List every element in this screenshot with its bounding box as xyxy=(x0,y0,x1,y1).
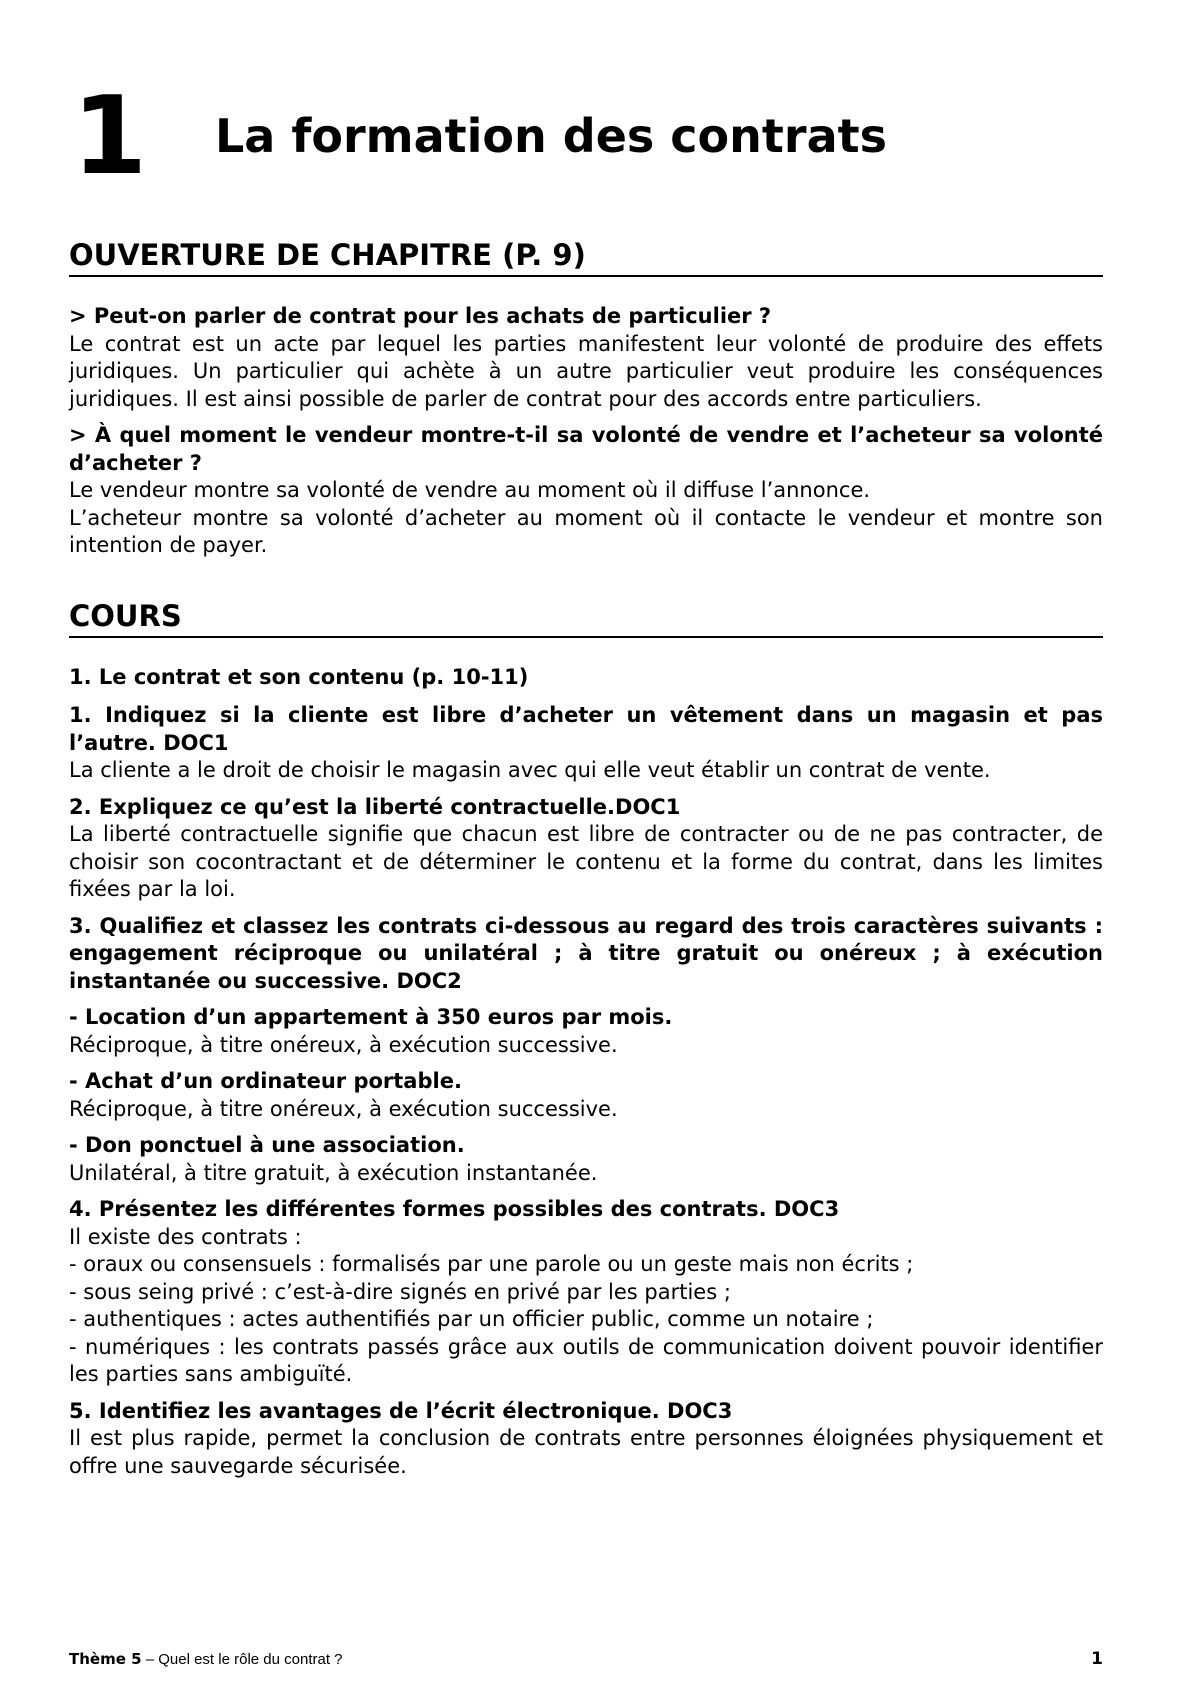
course-answer: Il est plus rapide, permet la conclusion de contrats entre personnes éloignées physiquement et offre une sauvegarde sécurisée. xyxy=(69,1426,1103,1478)
contract-case xyxy=(69,1004,1103,1059)
contract-case xyxy=(69,1068,1103,1123)
course-question: 2. Expliquez ce qu’est la liberté contractuelle.DOC1 xyxy=(69,794,681,819)
contract-case-answer: Réciproque, à titre onéreux, à exécution successive. xyxy=(69,1032,618,1057)
opening-answer: Le contrat est un acte par lequel les parties manifestent leur volonté de produire des effets juridiques. Un particulier qui achète à un autre particulier veut produire les conséquences juridiques. Il est ainsi possible de parler de contrat pour des accords entre particuliers. xyxy=(69,331,1103,411)
course-question-block xyxy=(69,702,1103,785)
chapter-header xyxy=(72,74,1112,199)
page-footer xyxy=(69,1647,1103,1671)
footer-theme-subtitle: Quel est le rôle du contrat ? xyxy=(158,1651,343,1668)
opening-item xyxy=(69,422,1103,560)
page-content xyxy=(69,237,1103,1489)
contract-case-answer: Réciproque, à titre onéreux, à exécution successive. xyxy=(69,1096,618,1121)
form-item: - authentiques : actes authentifiés par un officier public, comme un notaire ; xyxy=(69,1307,874,1331)
contract-case xyxy=(69,1132,1103,1187)
course-answer: La cliente a le droit de choisir le magasin avec qui elle veut établir un contrat de vente. xyxy=(69,758,991,782)
contract-case-label: - Location d’un appartement à 350 euros par mois. xyxy=(69,1005,673,1029)
form-item: - sous seing privé : c’est-à-dire signés en privé par les parties ; xyxy=(69,1279,731,1304)
course-question-block xyxy=(69,1196,1103,1389)
opening-question: > Peut-on parler de contrat pour les achats de particulier ? xyxy=(69,304,772,328)
contract-case-label: - Achat d’un ordinateur portable. xyxy=(69,1069,462,1093)
form-item: - oraux ou consensuels : formalisés par une parole ou un geste mais non écrits ; xyxy=(69,1252,914,1276)
footer-separator: – xyxy=(141,1651,159,1668)
chapter-title: La formation des contrats xyxy=(215,109,887,163)
contract-case-answer: Unilatéral, à titre gratuit, à exécution instantanée. xyxy=(69,1160,598,1185)
course-question: 4. Présentez les différentes formes possibles des contrats. DOC3 xyxy=(69,1197,840,1221)
opening-item xyxy=(69,303,1103,413)
opening-answer-line: L’acheteur montre sa volonté d’acheter au moment où il contacte le vendeur et montre son intention de payer. xyxy=(69,505,1103,557)
course-question: 1. Indiquez si la cliente est libre d’acheter un vêtement dans un magasin et pas l’autre. DOC1 xyxy=(69,703,1103,755)
contract-case-label: - Don ponctuel à une association. xyxy=(69,1133,465,1157)
course-question: 3. Qualifiez et classez les contrats ci-dessous au regard des trois caractères suivants : engagement réciproque ou unilatéral ; à titre gratuit ou onéreux ; à exécution instantanée ou successive. DOC2 xyxy=(69,913,1103,993)
footer-theme: Thème 5 xyxy=(69,1650,142,1668)
form-item: - numériques : les contrats passés grâce aux outils de communication doivent pouvoir identifier les parties sans ambiguïté. xyxy=(69,1334,1103,1386)
section-heading-opening: OUVERTURE DE CHAPITRE (P. 9) xyxy=(69,237,1103,277)
opening-question: > À quel moment le vendeur montre-t-il sa volonté de vendre et l’acheteur sa volonté d’acheter ? xyxy=(69,423,1103,475)
course-question: 5. Identifiez les avantages de l’écrit électronique. DOC3 xyxy=(69,1398,733,1423)
course-question-block xyxy=(69,1398,1103,1481)
course-question-block xyxy=(69,794,1103,904)
section-heading-course: COURS xyxy=(69,598,1103,638)
page-number: 1 xyxy=(1091,1649,1103,1669)
subsection-title: 1. Le contrat et son contenu (p. 10-11) xyxy=(69,664,529,689)
chapter-number: 1 xyxy=(72,74,146,199)
course-question-block xyxy=(69,913,1103,996)
course-answer: La liberté contractuelle signifie que chacun est libre de contracter ou de ne pas contracter, de choisir son cocontractant et de déterminer le contenu et la forme du contrat, dans les limites fixées par la loi. xyxy=(69,822,1103,901)
forms-intro: Il existe des contrats : xyxy=(69,1224,302,1249)
opening-answer-line: Le vendeur montre sa volonté de vendre au moment où il diffuse l’annonce. xyxy=(69,478,871,502)
